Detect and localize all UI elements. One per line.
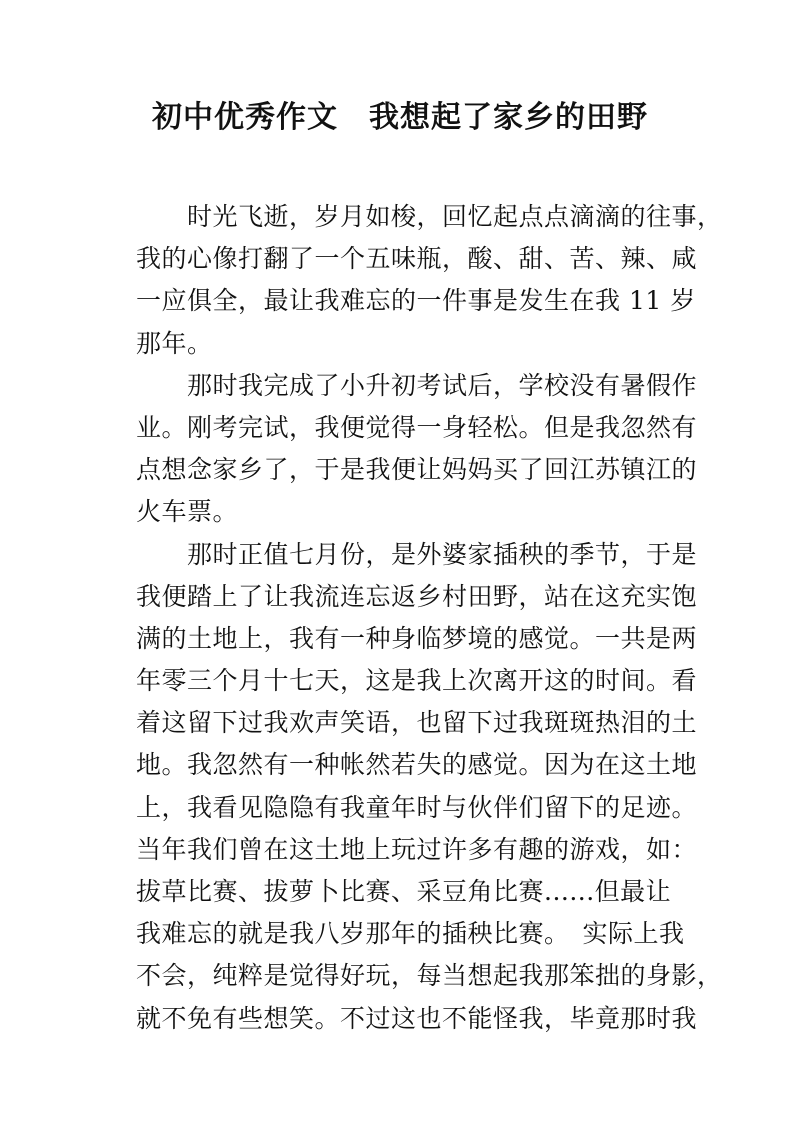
text-line: 就不免有些想笑。不过这也不能怪我，毕竟那时我 — [136, 1003, 698, 1033]
text-line: 地。我忽然有一种帐然若失的感觉。因为在这土地 — [136, 750, 698, 780]
text-line: 火车票。 — [136, 497, 239, 527]
text-line: 满的土地上，我有一种身临梦境的感觉。一共是两 — [136, 623, 698, 653]
text-line: 我的心像打翻了一个五味瓶，酸、甜、苦、辣、咸 — [136, 244, 698, 274]
text-line: 拔草比赛、拔萝卜比赛、采豆角比赛......但最让 — [136, 877, 672, 906]
text-line: 时光飞逝，岁月如梭，回忆起点点滴滴的往事， — [136, 202, 723, 231]
text-line: 不会，纯粹是觉得好玩，每当想起我那笨拙的身影， — [136, 961, 723, 991]
text-line: 年零三个月十七天，这是我上次离开这的时间。看 — [136, 666, 698, 696]
text-line: 着这留下过我欢声笑语，也留下过我斑斑热泪的土 — [136, 708, 698, 738]
text-line: 那时我完成了小升初考试后，学校没有暑假作 — [136, 370, 698, 400]
text-line: 那年。 — [136, 328, 213, 358]
text-line: 一应俱全，最让我难忘的一件事是发生在我 11 岁 — [136, 286, 696, 316]
text-line: 我便踏上了让我流连忘返乡村田野，站在这充实饱 — [136, 581, 698, 611]
text-line: 那时正值七月份，是外婆家插秧的季节，于是 — [136, 539, 698, 569]
essay-body — [136, 196, 723, 1040]
text-line: 点想念家乡了，于是我便让妈妈买了回江苏镇江的 — [136, 455, 698, 485]
document-title: 初中优秀作文 我想起了家乡的田野 — [152, 100, 648, 135]
text-line: 业。刚考完试，我便觉得一身轻松。但是我忽然有 — [136, 412, 698, 442]
text-line: 我难忘的就是我八岁那年的插秧比赛。 实际上我 — [136, 919, 685, 949]
text-line: 上，我看见隐隐有我童年时与伙伴们留下的足迹。 — [136, 792, 698, 822]
text-line: 当年我们曾在这土地上玩过许多有趣的游戏，如： — [136, 834, 698, 864]
